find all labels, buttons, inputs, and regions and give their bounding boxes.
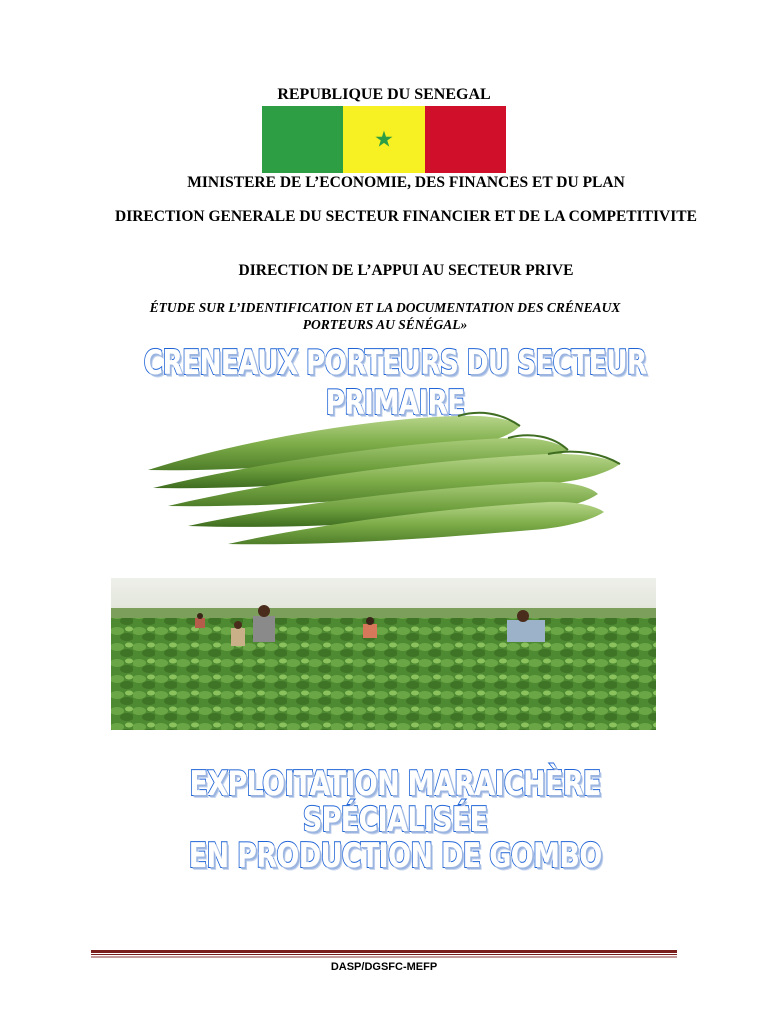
flag-red-band bbox=[425, 106, 506, 173]
flag-star-icon: ★ bbox=[374, 126, 394, 152]
country-heading-text: REPUBLIQUE DU SENEGAL bbox=[277, 86, 491, 103]
senegal-flag bbox=[262, 106, 506, 173]
country-heading bbox=[0, 86, 768, 104]
flag-yellow-band bbox=[343, 106, 424, 173]
main-title-line-1: EXPLOITATION MARAICHÈRE SPÉCIALISÉE bbox=[189, 764, 601, 840]
ministry-heading: MINISTERE DE L’ECONOMIE, DES FINANCES ET DU PLAN bbox=[187, 174, 625, 191]
okra-pods-image bbox=[128, 398, 640, 548]
direction-generale-heading: DIRECTION GENERALE DU SECTEUR FINANCIER ET DE LA COMPETITIVITE bbox=[115, 208, 697, 225]
sector-title-wordart: CRENEAUX PORTEURS DU SECTEUR PRIMAIRE bbox=[143, 343, 647, 423]
study-title-line-2: PORTEURS AU SÉNÉGAL» bbox=[302, 317, 468, 332]
study-title bbox=[90, 299, 680, 333]
okra-field-image bbox=[111, 578, 656, 730]
flag-green-band bbox=[262, 106, 343, 173]
study-title-line-1: ÉTUDE SUR L’IDENTIFICATION ET LA DOCUMENTATION DES CRÉNEAUX bbox=[149, 300, 621, 315]
direction-appui-heading: DIRECTION DE L’APPUI AU SECTEUR PRIVE bbox=[238, 262, 574, 279]
main-title-line-2: EN PRODUCTION DE GOMBO bbox=[188, 836, 602, 876]
main-title-wordart bbox=[111, 766, 679, 874]
footer-divider bbox=[91, 950, 677, 958]
footer-reference: DASP/DGSFC-MEFP bbox=[330, 961, 438, 973]
